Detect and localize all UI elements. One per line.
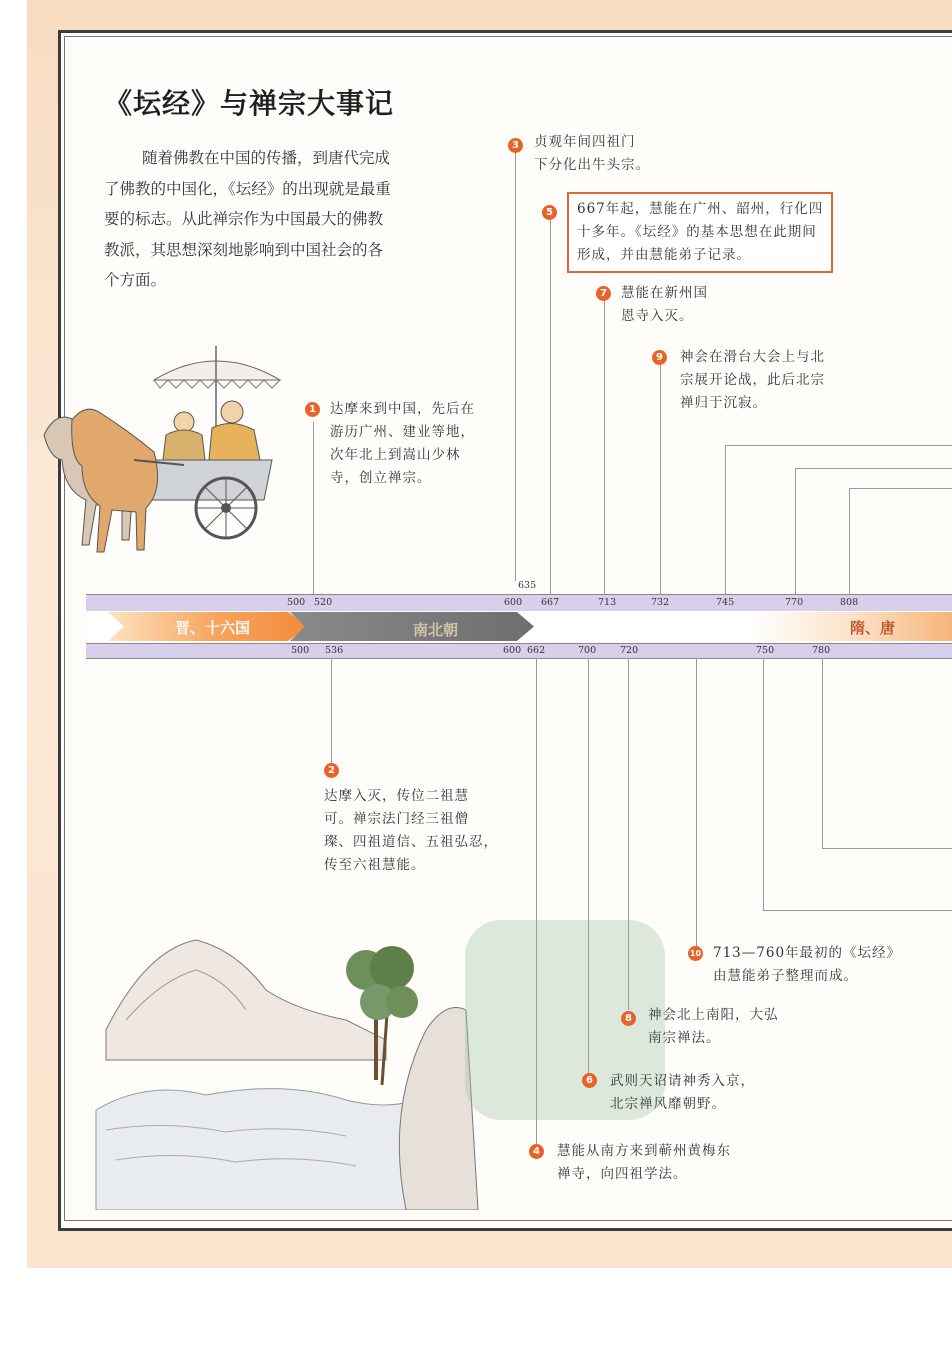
event-number-badge: 2 [324, 763, 339, 778]
tick-label: 700 [578, 645, 597, 656]
connector-line [588, 658, 589, 1074]
intro-paragraph [104, 143, 464, 296]
event-line: 667年起，慧能在广州、韶州，行化四 [577, 201, 824, 217]
event-line: 寺，创立禅宗。 [330, 470, 432, 486]
event-6-text [610, 1070, 755, 1116]
event-line: 贞观年间四祖门 [534, 134, 636, 150]
intro-line: 了佛教的中国化，《坛经》的出现就是最重 [104, 179, 391, 198]
intro-line: 要的标志。从此禅宗作为中国最大的佛教 [104, 210, 384, 228]
connector-line [313, 422, 314, 594]
connector-line [536, 658, 537, 1144]
connector-line [660, 364, 661, 594]
tick-label: 600 [504, 597, 523, 608]
event-line: 下分化出牛头宗。 [534, 157, 650, 173]
event-number-badge: 4 [529, 1144, 544, 1159]
event-number-badge: 7 [596, 286, 611, 301]
tick-label: 600 [503, 645, 522, 656]
page-title: 《坛经》与禅宗大事记 [104, 87, 395, 120]
tick-label: 662 [527, 645, 546, 656]
tick-label: 536 [325, 645, 344, 656]
event-line: 传至六祖慧能。 [324, 857, 426, 873]
event-line: 十多年。《坛经》的基本思想在此期间 [577, 224, 817, 240]
event-line: 游历广州、建业等地， [330, 424, 475, 440]
range-line [725, 445, 726, 594]
event-line: 北宗禅风靡朝野。 [610, 1096, 726, 1112]
event-line: 次年北上到嵩山少林 [330, 447, 461, 463]
event-number-badge: 1 [305, 402, 320, 417]
tick-label: 635 [518, 580, 537, 591]
tick-label: 808 [840, 597, 859, 608]
event-line: 达摩来到中国，先后在 [330, 401, 475, 417]
event-line: 宗展开论战，此后北宗 [680, 372, 825, 388]
event-line: 神会北上南阳，大弘 [648, 1007, 779, 1023]
event-number-badge: 10 [688, 946, 703, 961]
range-line [849, 488, 850, 594]
event-line: 慧能在新州国 [621, 285, 708, 301]
range-line [763, 658, 764, 910]
event-line: 禅归于沉寂。 [680, 395, 767, 411]
event-line: 禅寺，向四祖学法。 [557, 1166, 688, 1182]
tick-label: 745 [716, 597, 735, 608]
event-3-text [534, 131, 650, 177]
era-label-jin: 晋、十六国 [175, 619, 251, 637]
tick-label: 520 [314, 597, 333, 608]
event-line: 由慧能弟子整理而成。 [713, 968, 858, 984]
tick-label: 713 [598, 597, 617, 608]
tick-label: 720 [620, 645, 639, 656]
event-10-text [713, 942, 901, 988]
connector-line [550, 220, 551, 594]
range-line [795, 468, 796, 594]
event-5-text-box [567, 192, 833, 273]
intro-line: 随着佛教在中国的传播，到唐代完成 [142, 149, 391, 167]
event-line: 恩寺入灭。 [621, 308, 694, 324]
event-1-text [330, 398, 475, 490]
event-line: 713—760年最初的《坛经》 [713, 945, 902, 961]
tick-label: 750 [756, 645, 775, 656]
landscape-illustration [86, 910, 486, 1210]
range-line [822, 658, 823, 848]
event-line: 武则天诏请神秀入京， [610, 1073, 755, 1089]
tick-label: 732 [651, 597, 670, 608]
connector-line [604, 300, 605, 594]
range-line [763, 910, 952, 911]
event-number-badge: 6 [582, 1073, 597, 1088]
connector-line [331, 658, 332, 764]
range-line [849, 488, 952, 489]
tick-label: 780 [812, 645, 831, 656]
range-line [822, 848, 952, 849]
event-line: 南宗禅法。 [648, 1030, 721, 1046]
event-2-text [324, 785, 498, 877]
range-line [795, 468, 952, 469]
range-line [725, 445, 952, 446]
event-line: 达摩入灭，传位二祖慧 [324, 788, 469, 804]
tick-label: 770 [785, 597, 804, 608]
era-label-nanbei: 南北朝 [413, 621, 459, 639]
event-number-badge: 5 [542, 205, 557, 220]
event-line: 璨、四祖道信、五祖弘忍， [324, 834, 498, 850]
chariot-illustration [34, 340, 284, 580]
event-line: 可。禅宗法门经三祖僧 [324, 811, 469, 827]
era-label-suitang: 隋、唐 [850, 619, 896, 637]
event-7-text [621, 282, 708, 328]
event-number-badge: 8 [621, 1011, 636, 1026]
tick-label: 500 [287, 597, 306, 608]
event-9-text [680, 346, 825, 415]
event-8-text [648, 1004, 779, 1050]
event-line: 神会在滑台大会上与北 [680, 349, 825, 365]
event-line: 慧能从南方来到蕲州黄梅东 [557, 1143, 731, 1159]
event-4-text [557, 1140, 731, 1186]
connector-line [515, 153, 516, 581]
connector-line [628, 658, 629, 1010]
event-number-badge: 3 [508, 138, 523, 153]
era-arrow-nanbei [290, 612, 534, 641]
event-line: 形成，并由慧能弟子记录。 [577, 247, 751, 263]
tick-label: 500 [291, 645, 310, 656]
event-number-badge: 9 [652, 350, 667, 365]
tick-label: 667 [541, 597, 560, 608]
connector-line [696, 658, 697, 946]
intro-line: 教派，其思想深刻地影响到中国社会的各 [104, 240, 384, 259]
intro-line: 个方面。 [104, 271, 167, 289]
